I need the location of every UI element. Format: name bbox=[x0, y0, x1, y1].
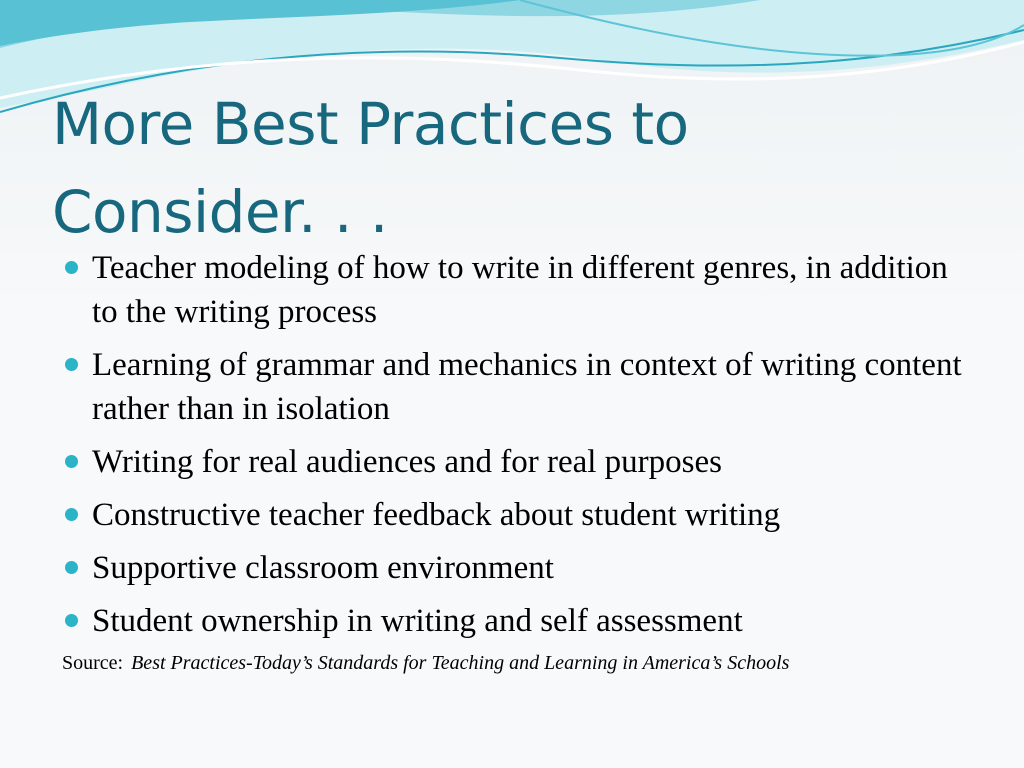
bullet-item bbox=[62, 493, 962, 537]
bullet-text: Learning of grammar and mechanics in context of writing content rather than in isolation bbox=[92, 347, 962, 427]
bullet-dot-icon bbox=[65, 508, 78, 521]
bullet-dot-icon bbox=[65, 358, 78, 371]
bullet-list bbox=[62, 246, 962, 652]
bullet-text: Student ownership in writing and self assessment bbox=[92, 603, 743, 639]
bullet-dot-icon bbox=[65, 455, 78, 468]
slide-title-line-2: Consider. . . bbox=[52, 178, 388, 246]
source-citation bbox=[62, 650, 789, 676]
slide-title bbox=[52, 80, 952, 256]
bullet-text: Supportive classroom environment bbox=[92, 550, 554, 586]
bullet-dot-icon bbox=[65, 261, 78, 274]
bullet-item bbox=[62, 440, 962, 484]
bullet-dot-icon bbox=[65, 561, 78, 574]
source-title: Best Practices-Today’s Standards for Teaching and Learning in America’s Schools bbox=[131, 652, 790, 674]
bullet-text: Writing for real audiences and for real purposes bbox=[92, 444, 722, 480]
slide-title-line-1: More Best Practices to bbox=[52, 90, 689, 158]
bullet-text: Teacher modeling of how to write in different genres, in addition to the writing process bbox=[92, 250, 948, 330]
bullet-item bbox=[62, 599, 962, 643]
bullet-text: Constructive teacher feedback about student writing bbox=[92, 497, 781, 533]
source-label: Source: bbox=[62, 652, 124, 674]
bullet-item bbox=[62, 546, 962, 590]
bullet-dot-icon bbox=[65, 614, 78, 627]
bullet-item bbox=[62, 343, 962, 431]
bullet-item bbox=[62, 246, 962, 334]
